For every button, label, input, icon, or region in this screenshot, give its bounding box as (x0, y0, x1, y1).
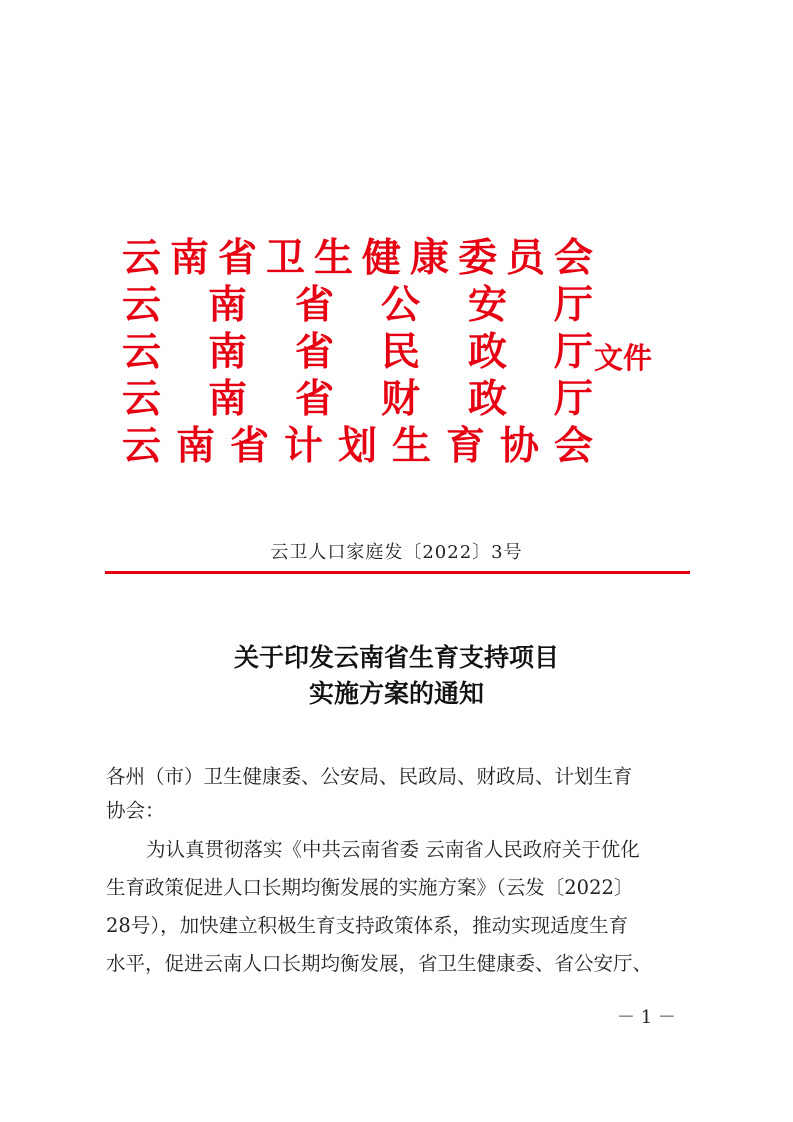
paragraph-line: 生育政策促进人口长期均衡发展的实施方案》（云发〔2022〕 (106, 876, 634, 899)
issuer-char: 政 (468, 330, 508, 375)
issuer-char: 省 (295, 283, 335, 328)
document-title (0, 640, 793, 712)
issuer-char: 民 (381, 330, 421, 375)
issuer-char: 政 (468, 377, 508, 422)
issuer-char: 云 (122, 377, 162, 422)
issuer-char: 康 (410, 236, 450, 281)
title-line: 关于印发云南省生育支持项目 (233, 643, 559, 672)
salutation-line: 协会： (106, 799, 165, 822)
issuer-char: 会 (554, 424, 594, 469)
salutation-line: 各州（市）卫生健康委、公安局、民政局、财政局、计划生育 (106, 765, 633, 788)
issuer-char: 云 (122, 283, 162, 328)
issuer-char: 公 (381, 283, 421, 328)
issuer-char: 协 (500, 424, 540, 469)
title-line: 实施方案的通知 (308, 679, 484, 708)
issuer-char: 南 (208, 330, 248, 375)
red-divider (105, 571, 690, 574)
issuer-char: 南 (208, 283, 248, 328)
issuer-char: 健 (362, 236, 402, 281)
paragraph-line: 为认真贯彻落实《中共云南省委 云南省人民政府关于优化 (146, 838, 640, 861)
issuer-char: 计 (284, 424, 324, 469)
page-number: － 1 － (617, 1007, 676, 1028)
issuer-char: 育 (446, 424, 486, 469)
document-number: 云卫人口家庭发〔2022〕3号 (270, 542, 523, 563)
paragraph-line: 水平，促进云南人口长期均衡发展，省卫生健康委、省公安厅、 (106, 952, 653, 975)
paragraph-line: 28号），加快建立积极生育支持政策体系，推动实现适度生育 (106, 914, 629, 937)
issuer-char: 南 (170, 236, 210, 281)
issuer-char: 委 (458, 236, 498, 281)
issuer-char: 省 (295, 377, 335, 422)
issuer-char: 会 (554, 236, 594, 281)
issuer-char: 云 (122, 236, 162, 281)
issuer-char: 南 (208, 377, 248, 422)
issuer-char: 云 (122, 330, 162, 375)
issuer-char: 厅 (554, 330, 594, 375)
issuer-char: 财 (381, 377, 421, 422)
issuer-char: 省 (218, 236, 258, 281)
issuer-char: 员 (506, 236, 546, 281)
issuer-char: 省 (230, 424, 270, 469)
document-label: 文件 (594, 341, 653, 375)
issuer-char: 厅 (554, 377, 594, 422)
issuer-char: 划 (338, 424, 378, 469)
issuer-char: 生 (392, 424, 432, 469)
issuer-char: 卫 (266, 236, 306, 281)
issuer-char: 云 (122, 424, 162, 469)
issuer-char: 厅 (554, 283, 594, 328)
issuer-char: 安 (468, 283, 508, 328)
issuer-char: 生 (314, 236, 354, 281)
issuer-char: 省 (295, 330, 335, 375)
issuer-char: 南 (176, 424, 216, 469)
